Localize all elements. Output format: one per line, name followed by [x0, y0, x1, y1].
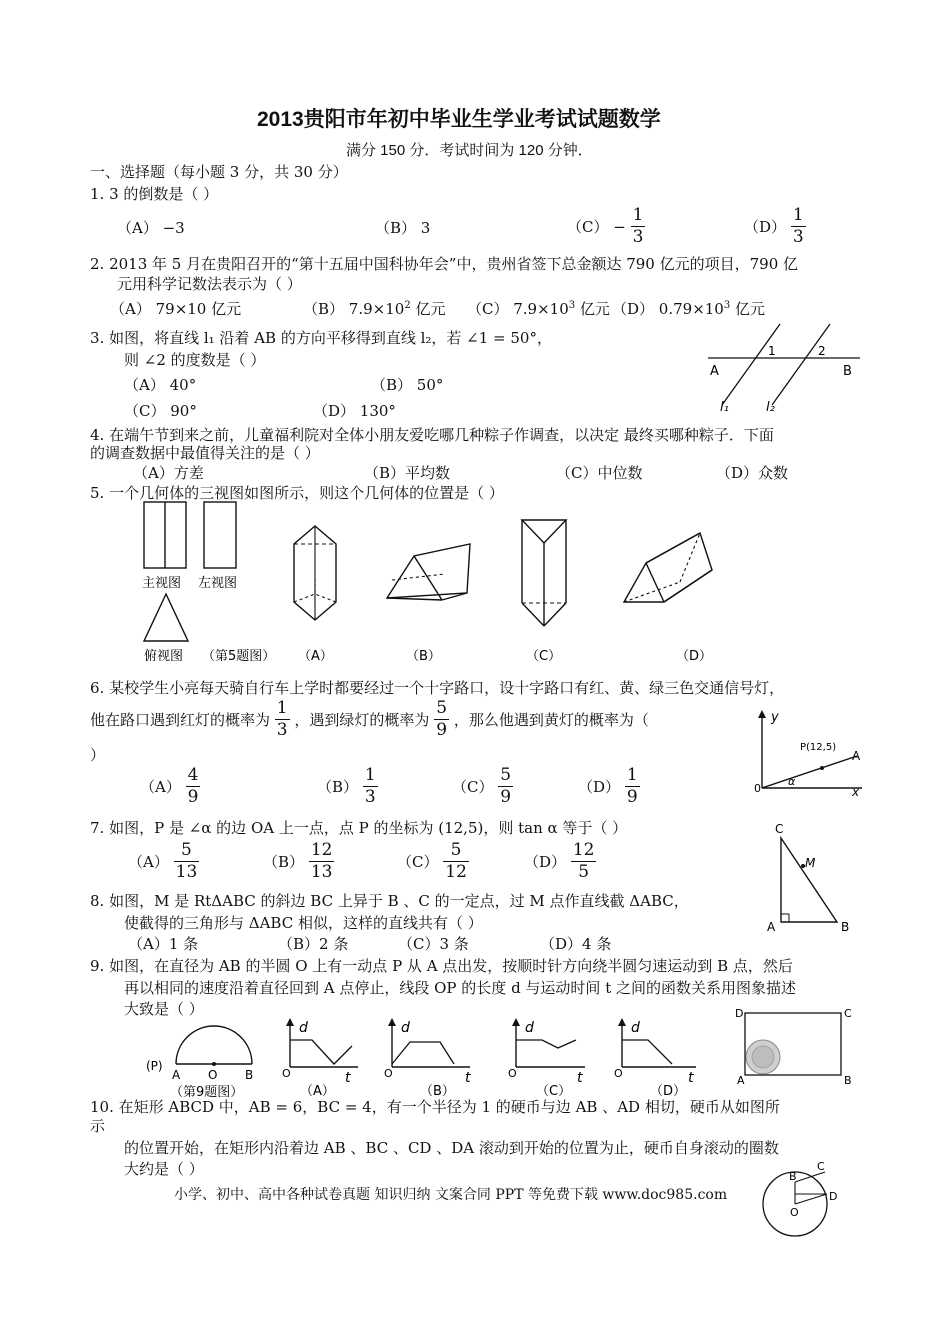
svg-text:O: O	[614, 1067, 623, 1080]
svg-text:（B）: （B）	[420, 1084, 455, 1099]
svg-text:O: O	[282, 1067, 291, 1080]
q5-option-b: （B）	[406, 649, 441, 664]
q1-option-c: （C） − $\frac{1}{3}$	[567, 205, 644, 247]
q4-option-c: （C）中位数	[556, 464, 643, 482]
q9-label-o: O	[208, 1068, 218, 1082]
q7-option-b: （B） $\frac{12}{13}$	[263, 840, 333, 882]
q4-stem-line1: 4. 在端午节到来之前，儿童福利院对全体小朋友爱吃哪几种粽子作调查，以决定 最终买哪种粽子．下面	[90, 426, 774, 444]
svg-text:（D）: （D）	[650, 1084, 687, 1099]
q9-figure	[140, 1012, 700, 1104]
q9-graph-d	[614, 1018, 696, 1099]
q7-origin: 0	[754, 782, 761, 795]
q6-green-probability: $\frac{5}{9}$	[436, 698, 448, 740]
q7-option-d: （D） $\frac{12}{5}$	[524, 840, 595, 882]
q8-label-m: M	[805, 856, 816, 870]
q3-option-a: （A） 40°	[124, 376, 197, 394]
q3-label-l1: l₁	[720, 400, 729, 415]
q9-d-d: d	[631, 1020, 640, 1036]
q10-circle-figure	[755, 1160, 845, 1240]
q3-stem-line1: 3. 如图，将直线 l₁ 沿着 AB 的方向平移得到直线 l₂，若 ∠1 = 50°，	[90, 329, 552, 347]
q3-option-d: （D） 130°	[313, 402, 396, 420]
q10-circle-b: B	[789, 1170, 797, 1183]
page-title: 2013贵阳市年初中毕业生学业考试试题数学	[257, 108, 661, 131]
q6-stem-line1: 6. 某校学生小亮每天骑自行车上学时都要经过一个十字路口，设十字路口有红、黄、绿三色交通信号灯，	[90, 679, 785, 697]
q8-figure-triangle	[765, 822, 865, 937]
q5-fig-label: （第5题图）	[202, 649, 276, 664]
svg-text:（C）: （C）	[536, 1084, 572, 1099]
q10-label-c: C	[844, 1007, 852, 1020]
page-footer: 小学、初中、高中各种试卷真题 知识归纳 文案合同 PPT 等免费下载 www.doc985.com	[174, 1187, 728, 1203]
q8-option-c: （C）3 条	[398, 935, 469, 953]
q9-label-b: B	[245, 1068, 254, 1082]
q5-option-c: （C）	[526, 649, 562, 664]
q2-option-a: （A） 79×10 亿元	[110, 300, 242, 318]
q7-point-p: P(12,5)	[800, 742, 837, 753]
q6-red-probability: $\frac{1}{3}$	[276, 698, 288, 740]
q7-axis-y: y	[771, 710, 779, 725]
q10-label-b: B	[844, 1074, 852, 1087]
q9-fig-label: （第9题图）	[170, 1085, 244, 1100]
q2-option-b: （B） $7.9\times 10^2$ 亿元	[303, 300, 446, 318]
q5-option-d: （D）	[676, 649, 713, 664]
q8-option-b: （B）2 条	[278, 935, 349, 953]
q1-option-d: （D） $\frac{1}{3}$	[744, 205, 804, 247]
q2-option-d: （D） $0.79\times 10^3$ 亿元	[612, 300, 766, 318]
svg-text:t: t	[465, 1070, 471, 1086]
svg-text:t: t	[577, 1070, 583, 1086]
q10-stem-line1b: 示	[90, 1117, 106, 1135]
q9-stem-line2: 再以相同的速度沿着直径回到 A 点停止，线段 OP 的长度 d 与运动时间 t 之间的函数关系用图象描述	[124, 979, 797, 997]
q3-figure	[700, 320, 870, 415]
svg-text:O: O	[508, 1067, 517, 1080]
q5-solid-d	[624, 533, 712, 602]
q8-stem-line1: 8. 如图，M 是 RtΔABC 的斜边 BC 上异于 B 、C 的一定点，过 M 点作直线截 ΔABC，	[90, 892, 689, 910]
svg-text:t: t	[345, 1070, 351, 1086]
q7-option-a: （A） $\frac{5}{13}$	[128, 840, 198, 882]
q8-option-a: （A）1 条	[128, 935, 199, 953]
q9-stem-line3: 大致是（ ）	[124, 1000, 204, 1018]
q8-label-a: A	[767, 920, 776, 934]
svg-text:t: t	[688, 1070, 694, 1086]
q9-label-a: A	[172, 1068, 181, 1082]
q6-stem-line3: ）	[90, 746, 106, 764]
q10-stem-line2: 的位置开始，在矩形内沿着边 AB 、BC 、CD 、DA 滚动到开始的位置为止，硬币自身滚动的圈数	[124, 1139, 779, 1157]
q9-c-d: d	[525, 1020, 534, 1036]
subtitle: 满分 150 分．考试时间为 120 分钟．	[346, 142, 593, 159]
q9-graph-c	[508, 1018, 585, 1099]
q5-solid-b	[387, 544, 470, 600]
q7-alpha: α	[788, 775, 796, 788]
q3-stem-line2: 则 ∠2 的度数是（ ）	[124, 351, 266, 369]
q10-circle-c: C	[817, 1160, 825, 1173]
q7-label-a: A	[852, 749, 861, 763]
q10-stem-line1: 10. 在矩形 ABCD 中，AB = 6，BC = 4，有一个半径为 1 的硬币与边 AB 、AD 相切，硬币从如图所	[90, 1098, 780, 1116]
svg-text:O: O	[384, 1067, 393, 1080]
q7-stem: 7. 如图，P 是 ∠α 的边 OA 上一点，点 P 的坐标为 (12,5)，则 tan α 等于（ ）	[90, 819, 628, 837]
q6-option-b: （B） $\frac{1}{3}$	[317, 765, 376, 807]
q5-left-label: 左视图	[198, 576, 238, 591]
q8-label-b: B	[841, 920, 850, 934]
q6-stem-line2: 他在路口遇到红灯的概率为 $\frac{1}{3}$ ，遇到绿灯的概率为 $\frac{5}{9}$ ，那么他遇到黄灯的概率为（	[90, 698, 649, 740]
q9-a-d: d	[299, 1020, 308, 1036]
q5-stem: 5. 一个几何体的三视图如图所示，则这个几何体的位置是（ ）	[90, 484, 504, 502]
q10-circle-d: D	[829, 1190, 838, 1203]
q8-option-d: （D）4 条	[540, 935, 612, 953]
q10-rect-figure	[733, 1005, 858, 1090]
q5-solid-a	[294, 526, 336, 620]
q9-graph-a	[282, 1018, 358, 1099]
q7-option-c: （C） $\frac{5}{12}$	[397, 840, 467, 882]
q2-stem-line2: 元用科学记数法表示为（ ）	[117, 275, 302, 293]
q8-stem-line2: 使截得的三角形与 ΔABC 相似，这样的直线共有（ ）	[124, 914, 483, 932]
q6-option-c: （C） $\frac{5}{9}$	[452, 765, 512, 807]
q7-figure-coordinate	[752, 708, 872, 798]
q4-stem-line2: 的调查数据中最值得关注的是（ ）	[90, 444, 320, 462]
q9-b-d: d	[401, 1020, 410, 1036]
q10-label-d: D	[735, 1007, 744, 1020]
q10-stem-line3: 大约是（ ）	[124, 1160, 204, 1178]
q5-figure	[130, 498, 730, 668]
q8-label-c: C	[775, 822, 784, 836]
q7-axis-x: x	[852, 785, 860, 799]
q4-option-a: （A）方差	[133, 464, 204, 482]
q5-front-label: 主视图	[142, 576, 182, 591]
q5-top-label: 俯视图	[144, 649, 184, 664]
q9-graph-b	[384, 1018, 471, 1099]
section-heading: 一、选择题（每小题 3 分，共 30 分）	[90, 163, 348, 181]
q1-option-b: （B） 3	[375, 219, 431, 237]
svg-text:（A）: （A）	[300, 1084, 335, 1099]
q5-option-a: （A）	[298, 649, 333, 664]
q3-label-1: 1	[768, 344, 776, 358]
q4-option-b: （B）平均数	[364, 464, 451, 482]
q10-label-a: A	[737, 1074, 745, 1087]
q1-option-a: （A） −3	[117, 219, 185, 237]
q3-label-a: A	[710, 364, 719, 379]
q9-label-p: (P)	[146, 1059, 163, 1073]
q10-circle-o: O	[790, 1206, 799, 1219]
q9-stem-line1: 9. 如图，在直径为 AB 的半圆 O 上有一动点 P 从 A 点出发，按顺时针方向绕半圆匀速运动到 B 点，然后	[90, 957, 793, 975]
q3-label-2: 2	[818, 344, 826, 358]
q2-stem-line1: 2. 2013 年 5 月在贵阳召开的“第十五届中国科协年会”中，贵州省签下总金额达 790 亿元的项目，790 亿	[90, 255, 799, 273]
q3-option-c: （C） 90°	[124, 402, 197, 420]
q6-option-a: （A） $\frac{4}{9}$	[140, 765, 199, 807]
q4-option-d: （D）众数	[716, 464, 789, 482]
q3-label-b: B	[843, 364, 852, 379]
q2-option-c: （C） $7.9\times 10^3$ 亿元	[467, 300, 610, 318]
q1-stem: 1. 3 的倒数是（ ）	[90, 185, 219, 203]
q5-solid-c	[522, 520, 566, 626]
q3-option-b: （B） 50°	[371, 376, 444, 394]
q6-option-d: （D） $\frac{1}{9}$	[578, 765, 638, 807]
q3-label-l2: l₂	[766, 400, 775, 415]
